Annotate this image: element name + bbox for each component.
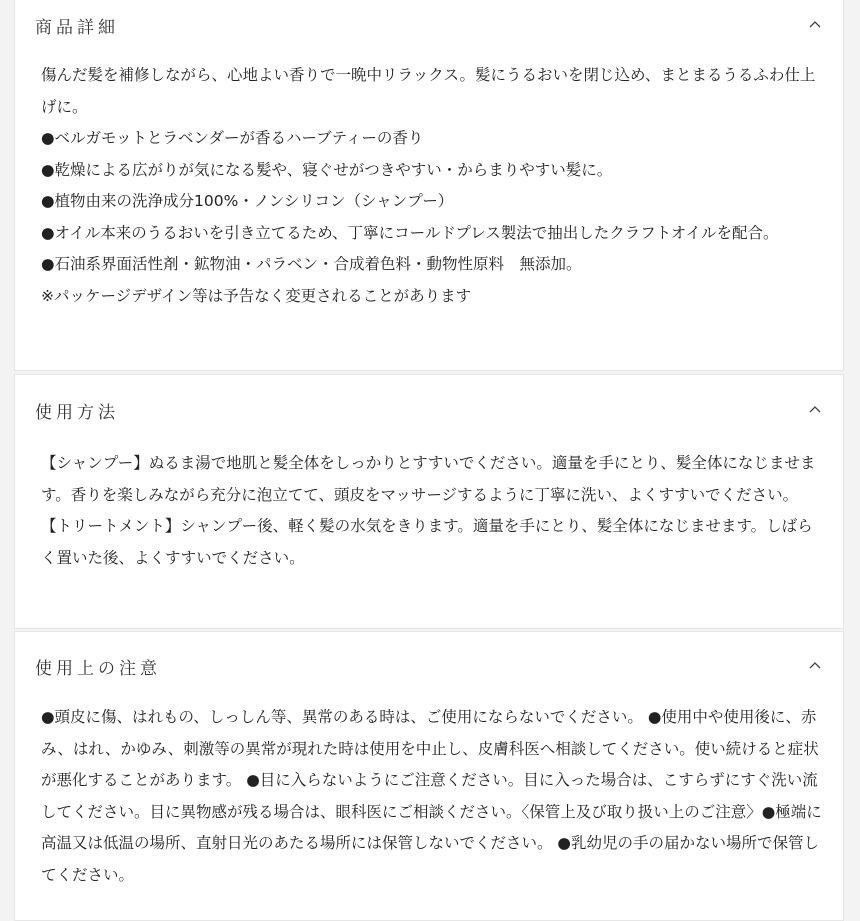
section-body <box>41 60 823 312</box>
section-title: 商品詳細 <box>35 18 119 38</box>
detail-paragraph: ●オイル本来のうるおいを引き立てるため、丁寧にコールドプレス製法で抽出したクラフトオイルを配合。 <box>41 223 779 242</box>
caution-paragraph: ●頭皮に傷、はれもの、しっしん等、異常のある時は、ご使用にならないでください。 ●使用中や使用後に、赤み、はれ、かゆみ、刺激等の異常が現れた時は使用を中止し、皮膚科医へ相談してください。使い続けると症状が悪化することがあります。 ●目に入らないようにご注意ください。目に入った場合は、こすらずにすぐ洗い流してください。目に異物感が残る場合は、眼科医にご相談ください。〈保管上及び取り扱い上のご注意〉●極端に高温又は低温の場所、直射日光のあたる場所には保管しないでください。 ●乳幼児の手の届かない場所で保管してください。 <box>41 708 822 884</box>
section-title: 使用方法 <box>35 403 119 423</box>
detail-paragraph: ●乾燥による広がりが気になる髪や、寝ぐせがつきやすい・からまりやすい髪に。 <box>41 160 613 179</box>
detail-paragraph: ●ベルガモットとラベンダーが香るハーブティーの香り <box>41 129 424 147</box>
section-body <box>41 448 823 574</box>
section-header-usage[interactable] <box>15 375 843 435</box>
section-header-precautions[interactable] <box>15 632 843 692</box>
section-usage <box>14 374 844 629</box>
usage-paragraph: 【シャンプー】ぬるま湯で地肌と髪全体をしっかりとすすいでください。適量を手にとり、髪全体になじませます。香りを楽しみながら充分に泡立てて、頭皮をマッサージするように丁寧に洗い、よくすすいでください。 <box>41 454 816 504</box>
detail-paragraph: ※パッケージデザイン等は予告なく変更されることがあります <box>41 286 472 305</box>
chevron-up-icon[interactable] <box>809 661 821 669</box>
chevron-up-icon[interactable] <box>809 405 821 413</box>
section-product-details <box>14 0 844 371</box>
section-header-product-details[interactable] <box>15 0 843 50</box>
detail-paragraph: ●石油系界面活性剤・鉱物油・パラベン・合成着色料・動物性原料 無添加。 <box>41 255 582 273</box>
detail-paragraph: 傷んだ髪を補修しながら、心地よい香りで一晩中リラックス。髪にうるおいを閉じ込め、まとまるうるふわ仕上げに。 <box>41 66 816 116</box>
usage-paragraph: 【トリートメント】シャンプー後、軽く髪の水気をきります。適量を手にとり、髪全体になじませます。しばらく置いた後、よくすすいでください。 <box>41 517 813 567</box>
chevron-up-icon[interactable] <box>809 20 821 28</box>
section-title: 使用上の注意 <box>35 659 161 679</box>
detail-paragraph: ●植物由来の洗浄成分100%・ノンシリコン（シャンプー） <box>41 192 454 210</box>
section-precautions <box>14 631 844 921</box>
section-body <box>41 702 823 891</box>
